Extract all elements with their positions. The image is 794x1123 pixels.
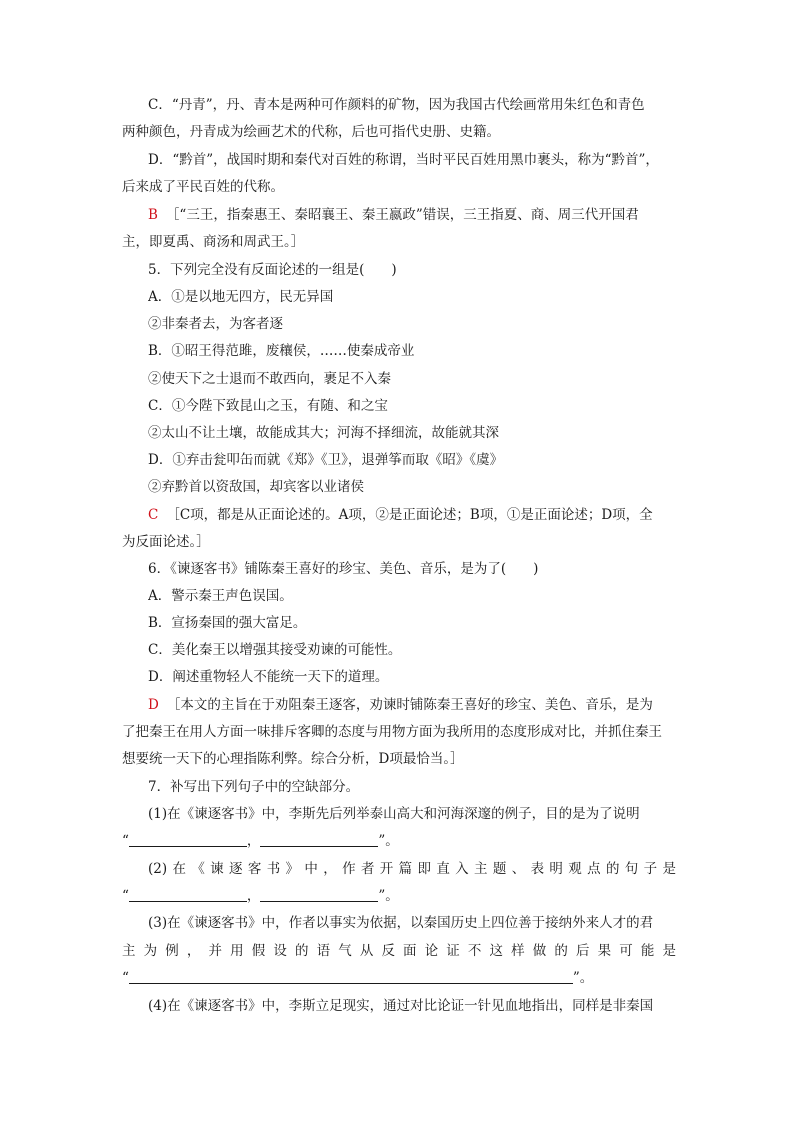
answer-4-continuation: 主，即夏禹、商汤和周武王。］ [122,234,305,250]
blank-field[interactable] [260,888,378,902]
option-c-continuation: 两种颜色，丹青成为绘画艺术的代称，后也可指代史册、史籍。 [122,124,500,140]
answer-6-continuation-2: 想要统一天下的心理指陈利弊。综合分析，D项最恰当。］ [122,751,464,767]
question-6: 6．《谏逐客书》铺陈秦王喜好的珍宝、美色、音乐，是为了( ) [148,561,539,577]
q5-option-b2: ②使天下之士退而不敢西向，裹足不入秦 [148,371,391,387]
blank-field[interactable] [129,833,247,847]
q5-option-d1: D．①弃击瓮叩缶而就《郑》《卫》，退弹筝而取《昭》《虞》 [148,452,504,468]
blank-field[interactable] [129,970,573,984]
q5-option-b1: B．①昭王得范雎，废穰侯，……使秦成帝业 [148,343,415,359]
close-quote: ”。 [378,888,399,904]
q7-item-3: (3)在《谏逐客书》中，作者以事实为依据，以秦国历史上四位善于接纳外来人才的君 [148,915,654,931]
answer-4-letter: B [148,207,158,223]
close-quote: ”。 [572,970,594,986]
answer-5-text: ［C项，都是从正面论述的。A项，②是正面论述；B项，①是正面论述；D项，全 [166,507,653,523]
q5-option-d2: ②弃黔首以资敌国，却宾客以业诸侯 [148,479,364,495]
question-5: 5．下列完全没有反面论述的一组是( ) [148,262,397,278]
answer-6-text: ［本文的主旨在于劝阻秦王逐客，劝谏时铺陈秦王喜好的珍宝、美色、音乐，是为 [166,697,653,713]
separator: ， [246,888,261,904]
blank-field[interactable] [129,888,247,902]
q5-option-c1: C．①今陛下致昆山之玉，有随、和之宝 [148,398,388,414]
q7-item-2: (2)在《谏逐客书》中，作者开篇即直入主题、表明观点的句子是 [148,861,676,877]
q7-item-3-blank [122,969,650,987]
answer-5-letter: C [148,507,159,523]
answer-6-continuation-1: 了把秦王在用人方面一味排斥客卿的态度与用物方面为我所用的态度形成对比，并抓住秦王 [122,724,662,740]
open-quote: “ [122,833,129,849]
option-d-continuation: 后来成了平民百姓的代称。 [122,179,284,195]
q6-option-a: A．警示秦王声色误国。 [148,588,293,604]
q7-item-4: (4)在《谏逐客书》中，李斯立足现实，通过对比论证一针见血地指出，同样是非秦国 [148,998,654,1014]
option-d-line: D．“黔首”，战国时期和秦代对百姓的称谓，当时平民百姓用黑巾裹头，称为“黔首”， [148,152,659,168]
q6-option-d: D．阐述重物轻人不能统一天下的道理。 [148,669,389,685]
q7-item-2-blanks [122,887,650,905]
blank-field[interactable] [260,833,378,847]
q7-item-3-continuation: 主为例，并用假设的语气从反面论证不这样做的后果可能是 [122,943,676,959]
q6-option-b: B．宣扬秦国的强大富足。 [148,615,307,631]
open-quote: “ [122,970,129,986]
q5-option-c2: ②太山不让土壤，故能成其大；河海不择细流，故能就其深 [148,425,499,441]
answer-4-text: ［“三王，指秦惠王、秦昭襄王、秦王嬴政”错误，三王指夏、商、周三代开国君 [165,207,639,223]
q7-item-1: (1)在《谏逐客书》中，李斯先后列举泰山高大和河海深邃的例子，目的是为了说明 [148,806,640,822]
open-quote: “ [122,888,129,904]
question-7: 7．补写出下列句子中的空缺部分。 [148,779,360,795]
q5-option-a2: ②非秦者去，为客者逐 [148,316,283,332]
q6-option-c: C．美化秦王以增强其接受劝谏的可能性。 [148,642,402,658]
answer-5-continuation: 为反面论述。］ [122,534,210,550]
answer-6-letter: D [148,697,159,713]
separator: ， [246,833,261,849]
answer-6 [148,696,676,714]
option-c-line: C．“丹青”，丹、青本是两种可作颜料的矿物，因为我国古代绘画常用朱红色和青色 [148,97,645,113]
answer-4 [148,206,676,224]
answer-5 [148,506,676,524]
q5-option-a1: A．①是以地无四方，民无异国 [148,289,334,305]
q7-item-1-blanks [122,832,650,850]
close-quote: ”。 [378,833,399,849]
